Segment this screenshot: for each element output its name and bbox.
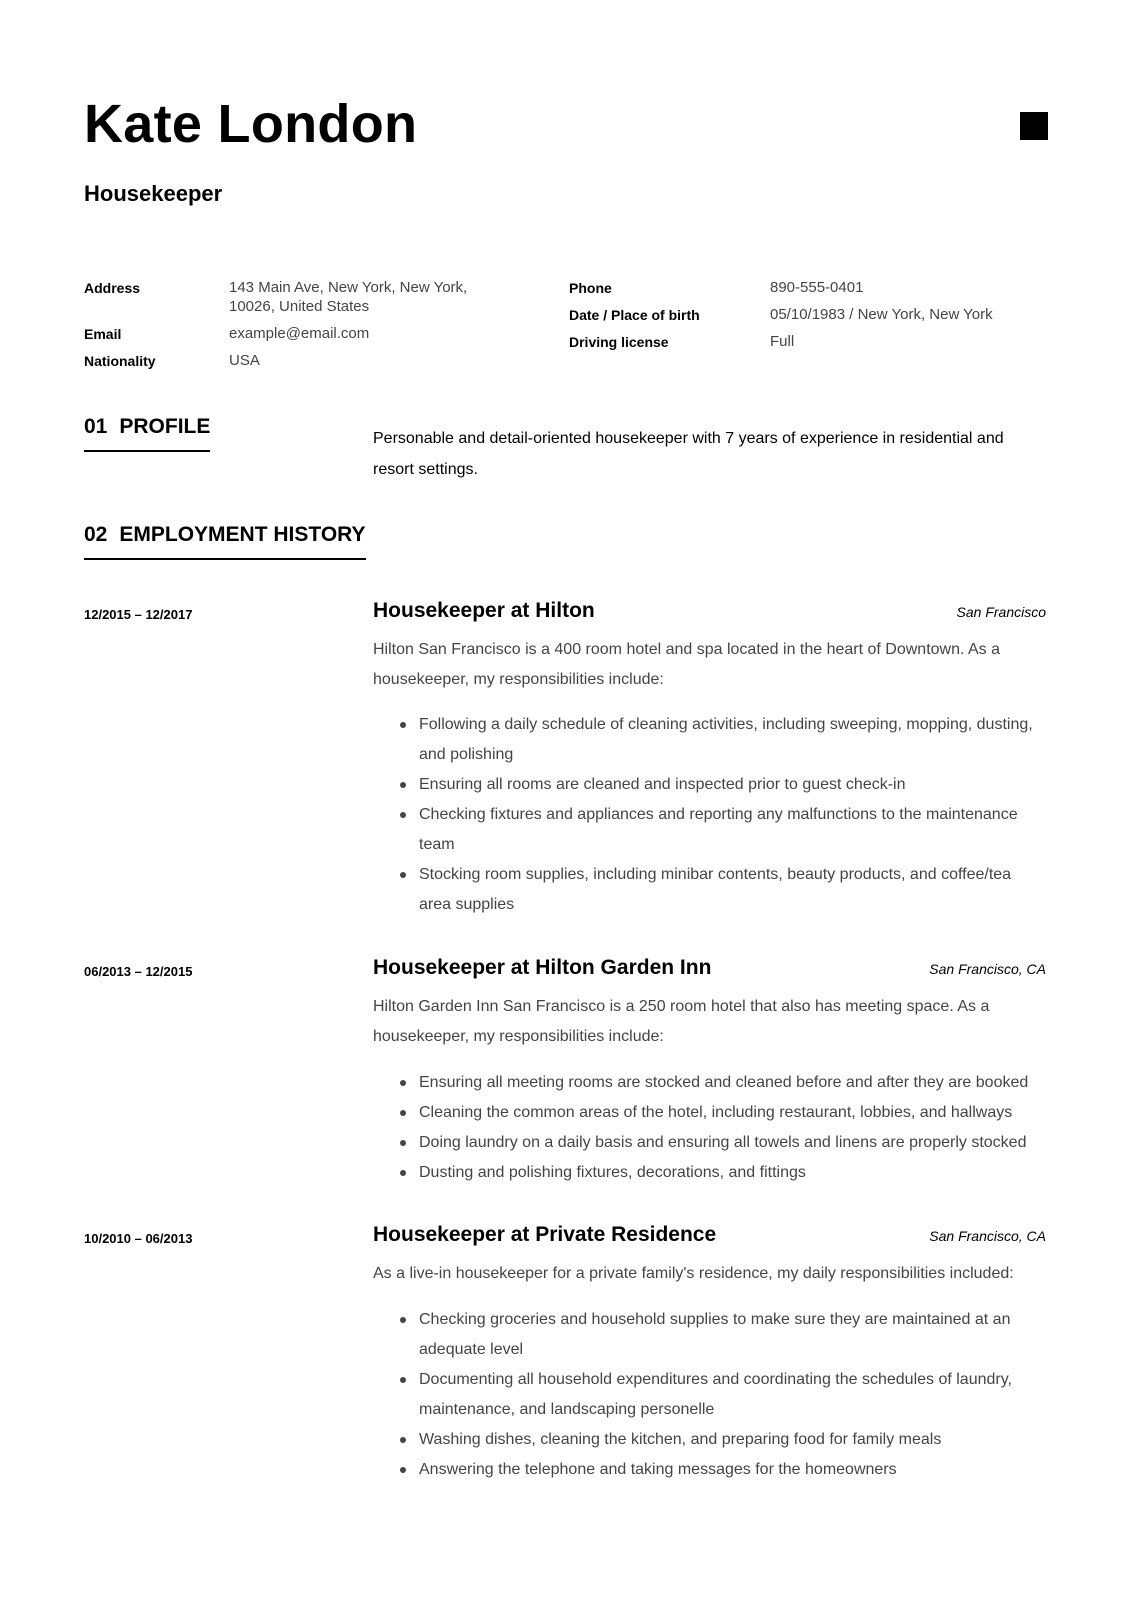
- employment-section-heading: [84, 522, 366, 560]
- job-dates: 12/2015 – 12/2017: [84, 607, 193, 622]
- job-bullet-list: [373, 1068, 1045, 1188]
- decorative-square-icon: [1020, 112, 1048, 140]
- phone-value: 890-555-0401: [770, 279, 864, 296]
- profile-section-title: PROFILE: [119, 415, 211, 438]
- list-item: Washing dishes, cleaning the kitchen, and preparing food for family meals: [419, 1425, 1045, 1455]
- email-label: Email: [84, 326, 122, 342]
- list-item: Following a daily schedule of cleaning activities, including sweeping, mopping, dusting, and polishing: [419, 710, 1045, 770]
- profile-summary: Personable and detail-oriented housekeeper with 7 years of experience in residential and resort settings.: [373, 430, 1004, 478]
- list-item: Checking groceries and household supplies to make sure they are maintained at an adequate level: [419, 1305, 1045, 1365]
- license-value: Full: [770, 333, 795, 350]
- job-description: Hilton Garden Inn San Francisco is a 250 room hotel that also has meeting space. As a housekeeper, my responsibilities include:: [373, 998, 990, 1045]
- job-title: Housekeeper at Hilton Garden Inn: [373, 956, 712, 979]
- email-value: example@email.com: [229, 325, 370, 342]
- license-label: Driving license: [569, 334, 669, 350]
- profile-section-number: 01: [84, 415, 108, 438]
- birth-value: 05/10/1983 / New York, New York: [770, 306, 993, 323]
- list-item: Documenting all household expenditures and coordinating the schedules of laundry, maintenance, and landscaping personelle: [419, 1365, 1045, 1425]
- nationality-label: Nationality: [84, 353, 156, 369]
- employment-section-title: EMPLOYMENT HISTORY: [119, 523, 366, 546]
- job-title: Housekeeper at Hilton: [373, 599, 595, 622]
- birth-label: Date / Place of birth: [569, 307, 700, 323]
- phone-label: Phone: [569, 280, 612, 296]
- list-item: Cleaning the common areas of the hotel, including restaurant, lobbies, and hallways: [419, 1098, 1045, 1128]
- job-bullet-list: [373, 710, 1045, 920]
- employment-section-number: 02: [84, 523, 108, 546]
- list-item: Answering the telephone and taking messages for the homeowners: [419, 1455, 1045, 1485]
- job-description: Hilton San Francisco is a 400 room hotel and spa located in the heart of Downtown. As a housekeeper, my responsibilities include:: [373, 641, 1001, 688]
- job-location: San Francisco: [956, 604, 1046, 620]
- list-item: Ensuring all meeting rooms are stocked and cleaned before and after they are booked: [419, 1068, 1045, 1098]
- list-item: Doing laundry on a daily basis and ensuring all towels and linens are properly stocked: [419, 1128, 1045, 1158]
- list-item: Ensuring all rooms are cleaned and inspected prior to guest check-in: [419, 770, 1045, 800]
- nationality-value: USA: [229, 352, 260, 369]
- address-label: Address: [84, 280, 141, 296]
- list-item: Checking fixtures and appliances and reporting any malfunctions to the maintenance team: [419, 800, 1045, 860]
- candidate-job-title: Housekeeper: [84, 181, 223, 206]
- profile-section-heading: [84, 414, 210, 452]
- candidate-name: Kate London: [84, 94, 418, 154]
- job-bullet-list: [373, 1305, 1045, 1485]
- job-location: San Francisco, CA: [929, 1228, 1046, 1244]
- job-dates: 06/2013 – 12/2015: [84, 964, 193, 979]
- job-title: Housekeeper at Private Residence: [373, 1223, 717, 1246]
- job-description: As a live-in housekeeper for a private family's residence, my daily responsibilities included:: [373, 1265, 1014, 1282]
- list-item: Dusting and polishing fixtures, decorations, and fittings: [419, 1158, 1045, 1188]
- list-item: Stocking room supplies, including minibar contents, beauty products, and coffee/tea area supplies: [419, 860, 1045, 920]
- job-location: San Francisco, CA: [929, 961, 1046, 977]
- address-value: 143 Main Ave, New York, New York, 10026, United States: [229, 279, 468, 315]
- job-dates: 10/2010 – 06/2013: [84, 1231, 193, 1246]
